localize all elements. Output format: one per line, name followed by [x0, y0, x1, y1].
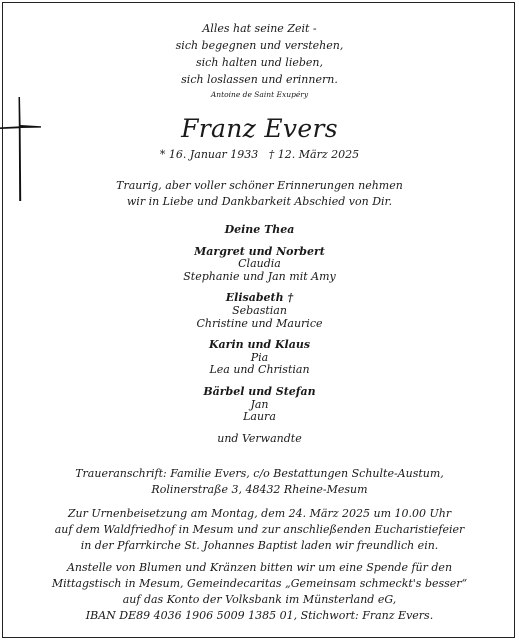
mourner-member: Sebastian	[232, 303, 287, 317]
mourner-head: Karin und Klaus	[208, 338, 311, 352]
mourner-group	[0, 386, 519, 424]
mourner-group	[0, 292, 519, 330]
poem-line: sich begegnen und verstehen,	[175, 39, 344, 52]
mourner-head: Deine Thea	[224, 223, 295, 236]
intro-line: Traurig, aber voller schöner Erinnerungen nehmen	[116, 179, 403, 192]
mourners-list	[0, 224, 519, 445]
intro-line: wir in Liebe und Dankbarkeit Abschied von Dir.	[126, 195, 393, 208]
mourner-member: Laura	[243, 410, 276, 424]
mourner-head: Bärbel und Stefan	[203, 384, 316, 398]
funeral-line: auf dem Waldfriedhof in Mesum und zur anschließenden Eucharistiefeier	[54, 523, 465, 536]
donation-info	[0, 560, 519, 624]
donation-line: IBAN DE89 4036 1906 5009 1385 01, Stichwort: Franz Evers.	[85, 609, 434, 622]
mourner-head: Margret und Norbert	[194, 244, 325, 258]
funeral-line: Zur Urnenbeisetzung am Montag, dem 24. März 2025 um 10.00 Uhr	[67, 507, 452, 520]
mourner-member: Pia	[250, 350, 269, 364]
donation-line: auf das Konto der Volksbank im Münsterland eG,	[122, 593, 397, 606]
poem-line: sich halten und lieben,	[196, 56, 323, 69]
poem	[0, 20, 519, 102]
poem-line: Alles hat seine Zeit -	[202, 22, 317, 35]
mourner-member: Claudia	[238, 257, 281, 271]
mourner-group	[0, 224, 519, 237]
mourner-member: Lea und Christian	[209, 363, 310, 377]
donation-line: Anstelle von Blumen und Kränzen bitten wir um eine Spende für den	[66, 561, 453, 574]
relatives-line: und Verwandte	[217, 431, 302, 445]
mourner-group	[0, 339, 519, 377]
donation-line: Mittagstisch in Mesum, Gemeindecaritas „Gemeinsam schmeckt's besser“	[51, 577, 468, 590]
address-line: Traueranschrift: Familie Evers, c/o Bestattungen Schulte-Austum,	[75, 467, 444, 480]
life-dates: * 16. Januar 1933 † 12. März 2025	[159, 148, 360, 161]
funeral-line: in der Pfarrkirche St. Johannes Baptist laden wir freundlich ein.	[80, 539, 439, 552]
address-line: Rolinerstraße 3, 48432 Rheine-Mesum	[151, 483, 368, 496]
intro-text	[0, 178, 519, 210]
mourner-member: Stephanie und Jan mit Amy	[183, 269, 336, 283]
poem-line: sich loslassen und erinnern.	[181, 73, 338, 86]
deceased-name: Franz Evers	[181, 114, 338, 143]
funeral-info	[0, 506, 519, 554]
mourner-member: Jan	[250, 397, 269, 411]
mourner-head: Elisabeth †	[225, 291, 294, 305]
mourner-group	[0, 246, 519, 284]
mourning-address	[0, 466, 519, 498]
mourner-member: Christine und Maurice	[196, 316, 323, 330]
poem-author: Antoine de Saint Exupéry	[210, 90, 309, 99]
